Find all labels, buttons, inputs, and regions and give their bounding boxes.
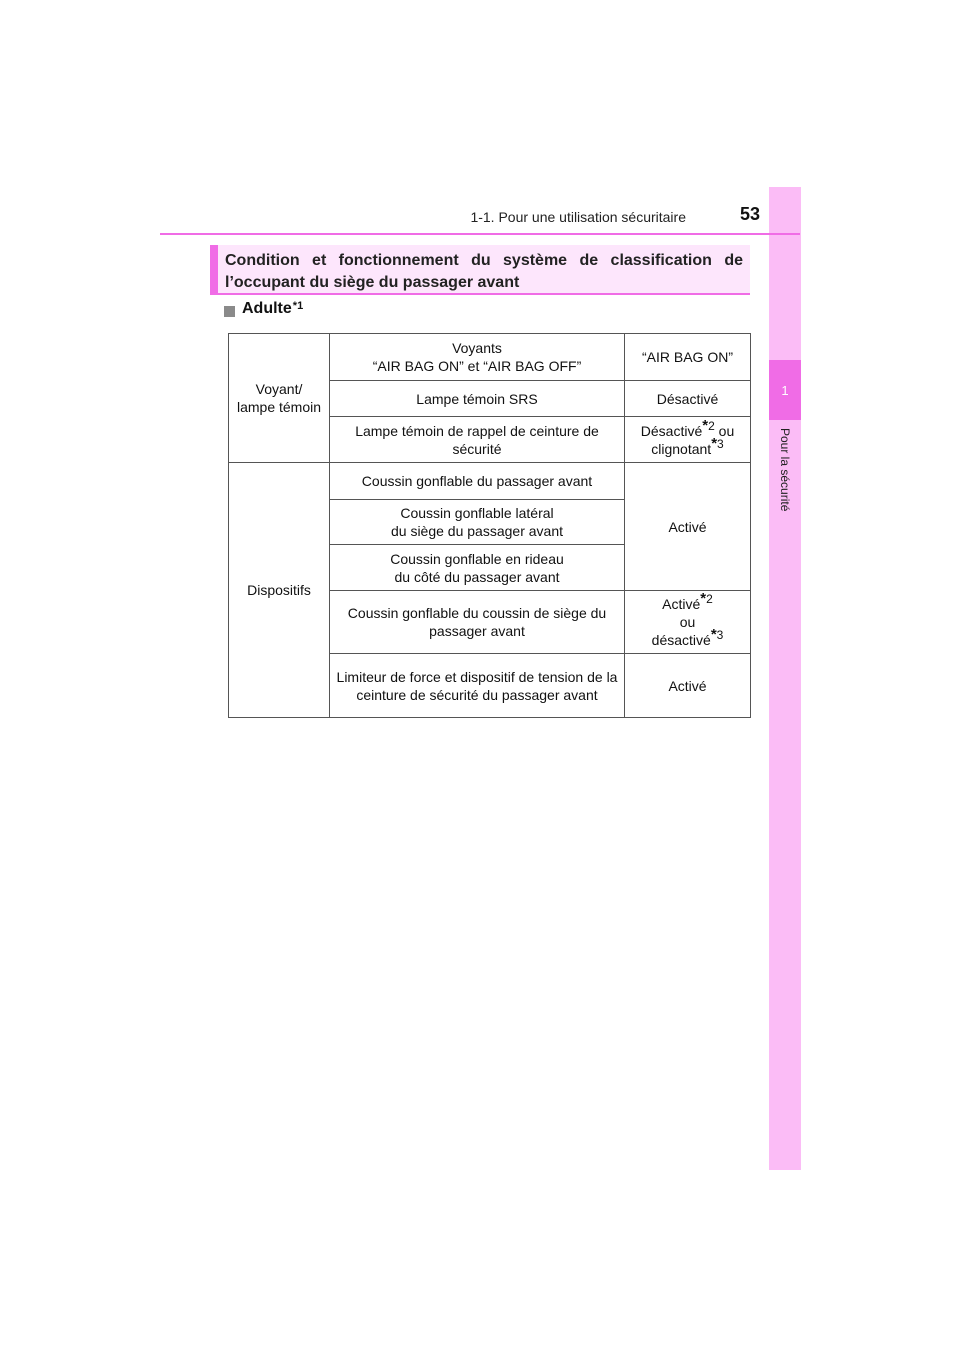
chapter-number-box <box>769 360 801 420</box>
section-accent-bar <box>210 245 218 293</box>
table-cell-item: Lampe témoin de rappel de ceinture de sécurité <box>330 417 625 463</box>
table-cell-state: Activé$^{*2}$ ou désactivé$^{*3}$ <box>625 591 751 654</box>
running-header-title: 1-1. Pour une utilisation sécuritaire <box>470 209 686 225</box>
footnote-marker: *2 <box>700 590 713 608</box>
header-rule <box>160 233 800 235</box>
table-row <box>229 334 751 381</box>
subheading-label: Adulte <box>242 300 292 317</box>
table-cell-item: Coussin gonflable en rideau du côté du passager avant <box>330 545 625 591</box>
footnote-marker: *3 <box>711 434 724 452</box>
page-number: 53 <box>739 204 760 224</box>
table-cell-item: Coussin gonflable du coussin de siège du passager avant <box>330 591 625 654</box>
table-cell-state: Activé <box>625 463 751 591</box>
chapter-number: 1 <box>781 382 789 398</box>
chapter-label: Pour la sécurité <box>778 428 792 512</box>
subheading-adulte <box>224 300 303 318</box>
group-label-dispositifs: Dispositifs <box>229 463 330 718</box>
status-table <box>228 333 751 718</box>
footnote-marker: *3 <box>710 626 724 644</box>
table-cell-item: Voyants “AIR BAG ON” et “AIR BAG OFF” <box>330 334 625 381</box>
table-cell-item: Lampe témoin SRS <box>330 381 625 417</box>
footnote-marker: *2 <box>702 416 715 434</box>
table-cell-state: Activé <box>625 654 751 718</box>
section-title: Condition et fonctionnement du système de classification de l’occupant du siège du passager avant <box>225 252 743 291</box>
table-cell-item: Limiteur de force et dispositif de tension de la ceinture de sécurité du passager avant <box>330 654 625 718</box>
table-cell-state: Désactivé$^{*2}$ ou clignotant$^{*3}$ <box>625 417 751 463</box>
chapter-side-tab <box>769 187 801 1170</box>
table-cell-item: Coussin gonflable latéral du siège du passager avant <box>330 500 625 545</box>
table-cell-item: Coussin gonflable du passager avant <box>330 463 625 500</box>
table-row <box>229 463 751 500</box>
table-cell-state: “AIR BAG ON” <box>625 334 751 381</box>
table-cell-state: Désactivé <box>625 381 751 417</box>
group-label-voyant: Voyant/ lampe témoin <box>229 334 330 463</box>
square-bullet-icon <box>224 306 235 317</box>
subheading-footnote: *1 <box>292 300 304 312</box>
section-title-box <box>210 245 750 295</box>
